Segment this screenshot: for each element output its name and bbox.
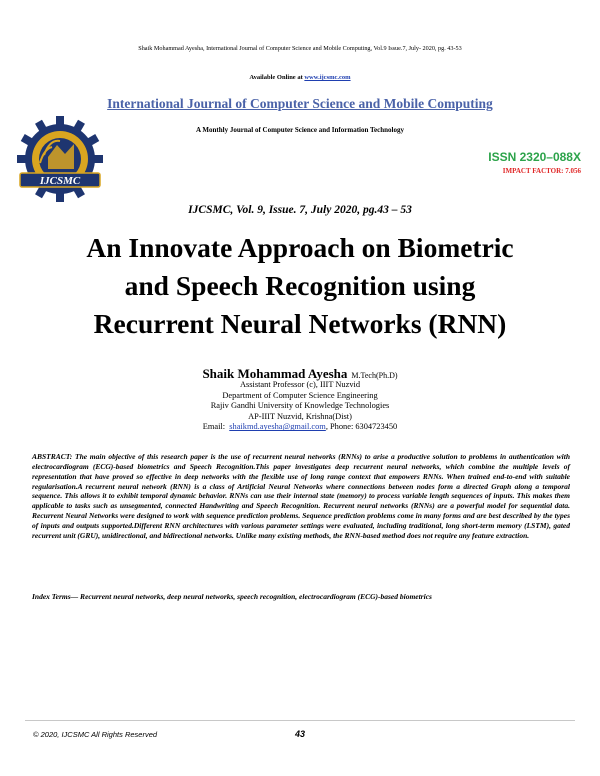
email-link[interactable]: shaikmd.ayesha@gmail.com [229, 422, 326, 432]
journal-website-link[interactable]: www.ijcsmc.com [304, 74, 351, 81]
footer-divider [25, 720, 575, 721]
affiliation-line: AP-IIIT Nuzvid, Krishna(Dist) [248, 411, 352, 421]
title-line: An Innovate Approach on Biometric [86, 232, 514, 263]
email-label: Email: [202, 422, 226, 432]
title-line: Recurrent Neural Networks (RNN) [93, 308, 507, 339]
available-prefix: Available Online at [249, 74, 305, 81]
affiliation-line: Rajiv Gandhi University of Knowledge Technologies [210, 401, 390, 411]
abstract: ABSTRACT: The main objective of this research paper is the use of recurrent neural networks (RNNs) to arise a productive solution to problems in authentication with electrocardiogram (ECG)-based biometrics and Speech Recognition.This paper investigates deep recurrent neural networks, which combine the multiple levels of representation that have proved so effective in deep networks with the flexible use of long range context that empowers RNNs. When trained end-to-end with suitable regularisation.A recurrent neural network (RNN) is a class of Artificial Neural Networks where connections between nodes form a directed Graph along a temporal sequence. This allows it to exhibit temporal dynamic behavior. RNNs can use their internal state (memory) to process variable length sequences of inputs. This makes them applicable to tasks such as unsegmented, connected Handwriting and Speech Recognition. Recurrent neural networks (RNNs) are a powerful model for sequential data. Recurrent Neural Networks were designed to work with sequence prediction problems. Sequence prediction problems come in many forms and are best described by the types of inputs and outputs supported.Different RNN architectures with various parameter settings were evaluated, including traditional, long short-term memory (LSTM), gated recurrent unit (GRU), unidirectional, and bidirectional networks. Unlike many existing methods, the RNN-based method does not require any feature extraction. [32, 452, 570, 540]
gear-logo-icon [12, 114, 108, 204]
copyright: © 2020, IJCSMC All Rights Reserved [33, 730, 158, 739]
author-affiliation [0, 380, 600, 433]
title-line: and Speech Recognition using [124, 270, 476, 301]
journal-logo [12, 114, 108, 204]
citation: IJCSMC, Vol. 9, Issue. 7, July 2020, pg.43 – 53 [188, 204, 412, 216]
author-degree: M.Tech(Ph.D) [351, 371, 398, 380]
affiliation-line: Department of Computer Science Engineering [222, 390, 378, 400]
running-header: Shaik Mohammad Ayesha, International Journal of Computer Science and Mobile Computing, Vol.9 Issue.7, July- 2020, pg. 43-53 [138, 45, 462, 52]
affiliation-line: Assistant Professor (c), IIIT Nuzvid [239, 380, 361, 389]
contact-line [0, 422, 600, 433]
journal-name[interactable]: International Journal of Computer Science and Mobile Computing [107, 96, 493, 111]
author-name: Shaik Mohammad Ayesha [202, 366, 348, 381]
index-terms: Index Terms— Recurrent neural networks, deep neural networks, speech recognition, electrocardiogram (ECG)-based biometrics [32, 592, 432, 601]
phone: , Phone: 6304723450 [325, 422, 398, 432]
impact-factor: IMPACT FACTOR: 7.056 [502, 167, 581, 175]
available-online [0, 74, 600, 81]
issn: ISSN 2320–088X [488, 150, 581, 164]
journal-subtitle: A Monthly Journal of Computer Science and Information Technology [196, 126, 404, 134]
logo-text: IJCSMC [39, 175, 81, 187]
paper-title [40, 229, 560, 343]
page-number: 43 [294, 729, 305, 739]
